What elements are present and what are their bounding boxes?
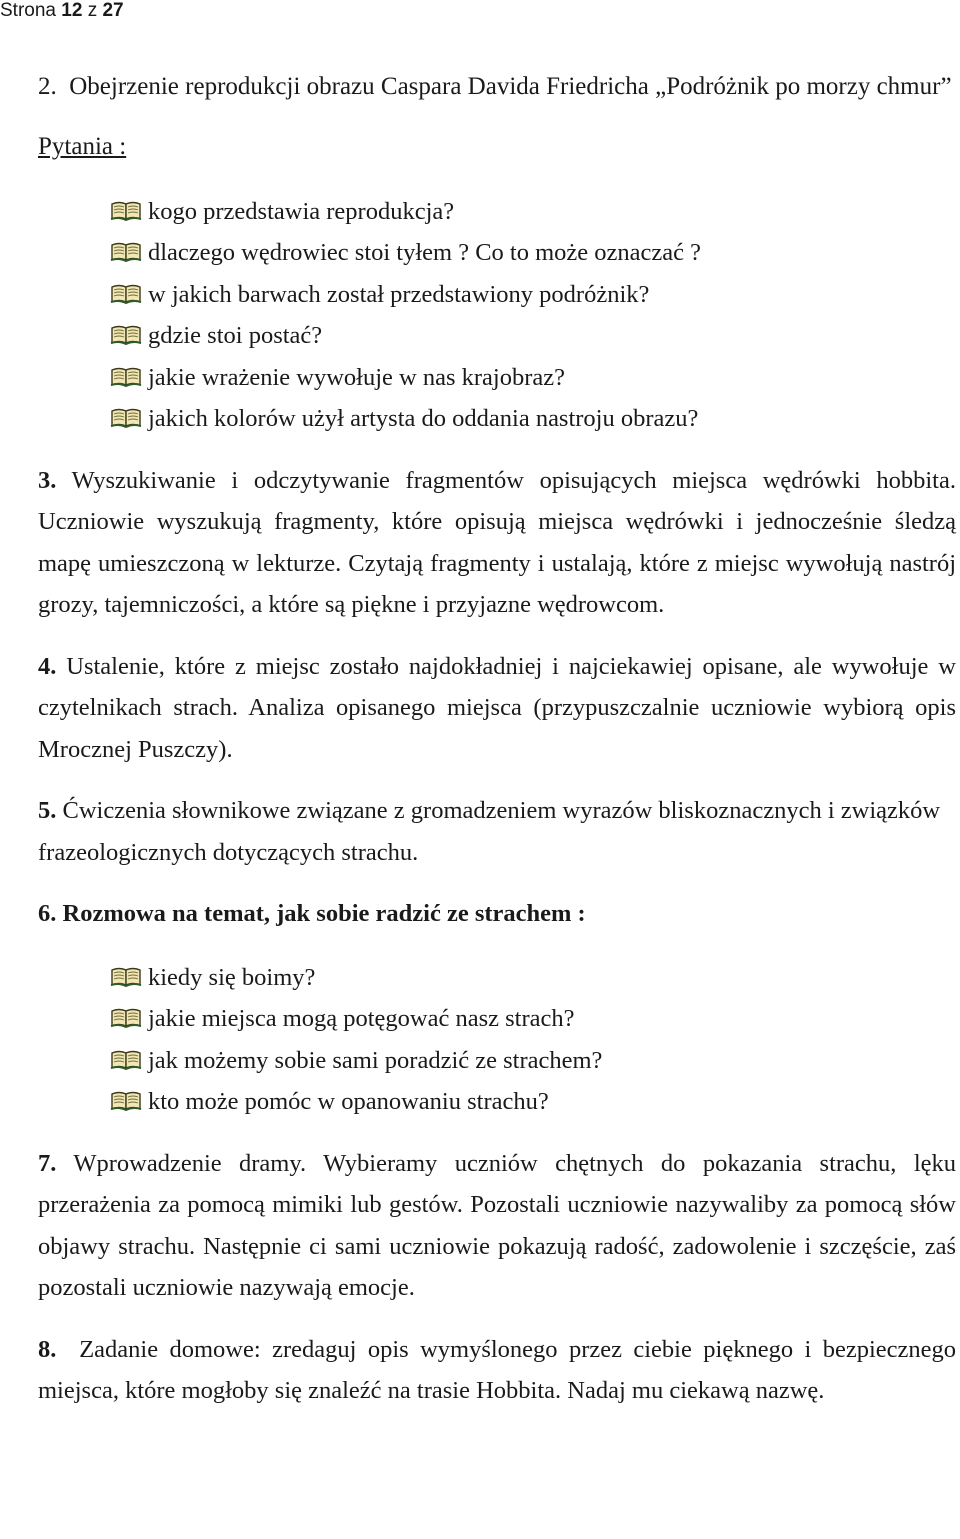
question-item-text: gdzie stoi postać? [148, 322, 323, 349]
section-6 [38, 893, 956, 935]
question-item-text: dlaczego wędrowiec stoi tyłem ? Co to może oznaczać ? [148, 239, 702, 266]
section-2-number: 2. [38, 73, 57, 100]
open-book-icon [110, 282, 142, 304]
question-item-text: jakie wrażenie wywołuje w nas krajobraz? [148, 363, 565, 391]
open-book-icon [110, 240, 142, 262]
fear-question-item-text: kto może pomóc w opanowaniu strachu? [148, 1088, 549, 1115]
question-item-text: jakich kolorów użył artysta do oddania nastroju obrazu? [148, 405, 699, 432]
fear-question-item [110, 1040, 956, 1082]
page-number-header [0, 0, 124, 22]
page-total: 27 [102, 0, 124, 21]
section-8 [38, 1329, 956, 1412]
document-body [38, 66, 956, 1432]
open-book-icon [110, 1006, 142, 1028]
fear-question-item [110, 957, 956, 999]
section-3-number: 3. [38, 466, 57, 494]
section-8-number: 8. [38, 1335, 57, 1363]
section-5-text: Ćwiczenia słownikowe związane z gromadzeniem wyrazów bliskoznacznych i związków frazeologicznych dotyczących strachu. [38, 797, 941, 866]
section-3 [38, 460, 956, 626]
section-4-text: Ustalenie, które z miejsc zostało najdokładniej i najciekawiej opisane, ale wywołuje w czytelnikach strach. Analiza opisanego miejsca (przypuszczalnie uczniowie wybiorą opis Mrocznej Puszczy). [38, 652, 957, 763]
question-item-text: w jakich barwach został przedstawiony podróżnik? [148, 280, 650, 308]
section-6-number: 6. [38, 900, 57, 927]
open-book-icon [110, 406, 142, 428]
page-label: Strona [0, 0, 56, 21]
fear-question-item-text: jakie miejsca mogą potęgować nasz strach? [148, 1005, 575, 1032]
fear-question-item [110, 998, 956, 1040]
section-8-text: Zadanie domowe: zredaguj opis wymyślonego przez ciebie pięknego i bezpiecznego miejsca, które mogłoby się znaleźć na trasie Hobbita. Nadaj mu ciekawą nazwę. [38, 1335, 956, 1404]
section-7 [38, 1143, 956, 1309]
section-5 [38, 790, 956, 873]
open-book-icon [110, 1089, 142, 1111]
question-item [110, 191, 956, 233]
question-item [110, 398, 956, 440]
question-item [110, 315, 956, 357]
section-5-number: 5. [38, 797, 57, 824]
section-2 [38, 66, 956, 108]
question-item [110, 357, 956, 399]
questions-list [110, 191, 956, 440]
open-book-icon [110, 965, 142, 987]
fear-question-item-text: kiedy się boimy? [148, 963, 316, 991]
question-item [110, 274, 956, 316]
question-item [110, 232, 956, 274]
section-4 [38, 646, 956, 771]
open-book-icon [110, 323, 142, 345]
section-6-text: Rozmowa na temat, jak sobie radzić ze strachem : [62, 900, 586, 927]
open-book-icon [110, 365, 142, 387]
section-2-text: Obejrzenie reprodukcji obrazu Caspara Davida Friedricha „Podróżnik po morzy chmur” [69, 73, 952, 100]
open-book-icon [110, 1048, 142, 1070]
open-book-icon [110, 199, 142, 221]
section-4-number: 4. [38, 652, 57, 680]
fear-question-item [110, 1081, 956, 1123]
fear-questions-list [110, 957, 956, 1123]
page-current: 12 [61, 0, 83, 21]
fear-question-item-text: jak możemy sobie sami poradzić ze strachem? [148, 1046, 603, 1074]
section-7-number: 7. [38, 1149, 57, 1177]
questions-label: Pytania : [38, 132, 127, 160]
section-7-text: Wprowadzenie dramy. Wybieramy uczniów chętnych do pokazania strachu, lęku przerażenia za pomocą mimiki lub gestów. Pozostali uczniowie nazywaliby za pomocą słów objawy strachu. Następnie ci sami uczniowie pokazują radość, zadowolenie i szczęście, zaś pozostali uczniowie nazywają emocje. [38, 1149, 957, 1301]
question-item-text: kogo przedstawia reprodukcja? [148, 197, 455, 225]
section-3-text: Wyszukiwanie i odczytywanie fragmentów opisujących miejsca wędrówki hobbita. Uczniowie wyszukują fragmenty, które opisują miejsca wędrówki i jednocześnie śledzą mapę umieszczoną w lekturze. Czytają fragmenty i ustalają, które z miejsc wywołują nastrój grozy, tajemniczości, a które są piękne i przyjazne wędrowcom. [38, 466, 956, 618]
page-sep: z [87, 0, 98, 21]
